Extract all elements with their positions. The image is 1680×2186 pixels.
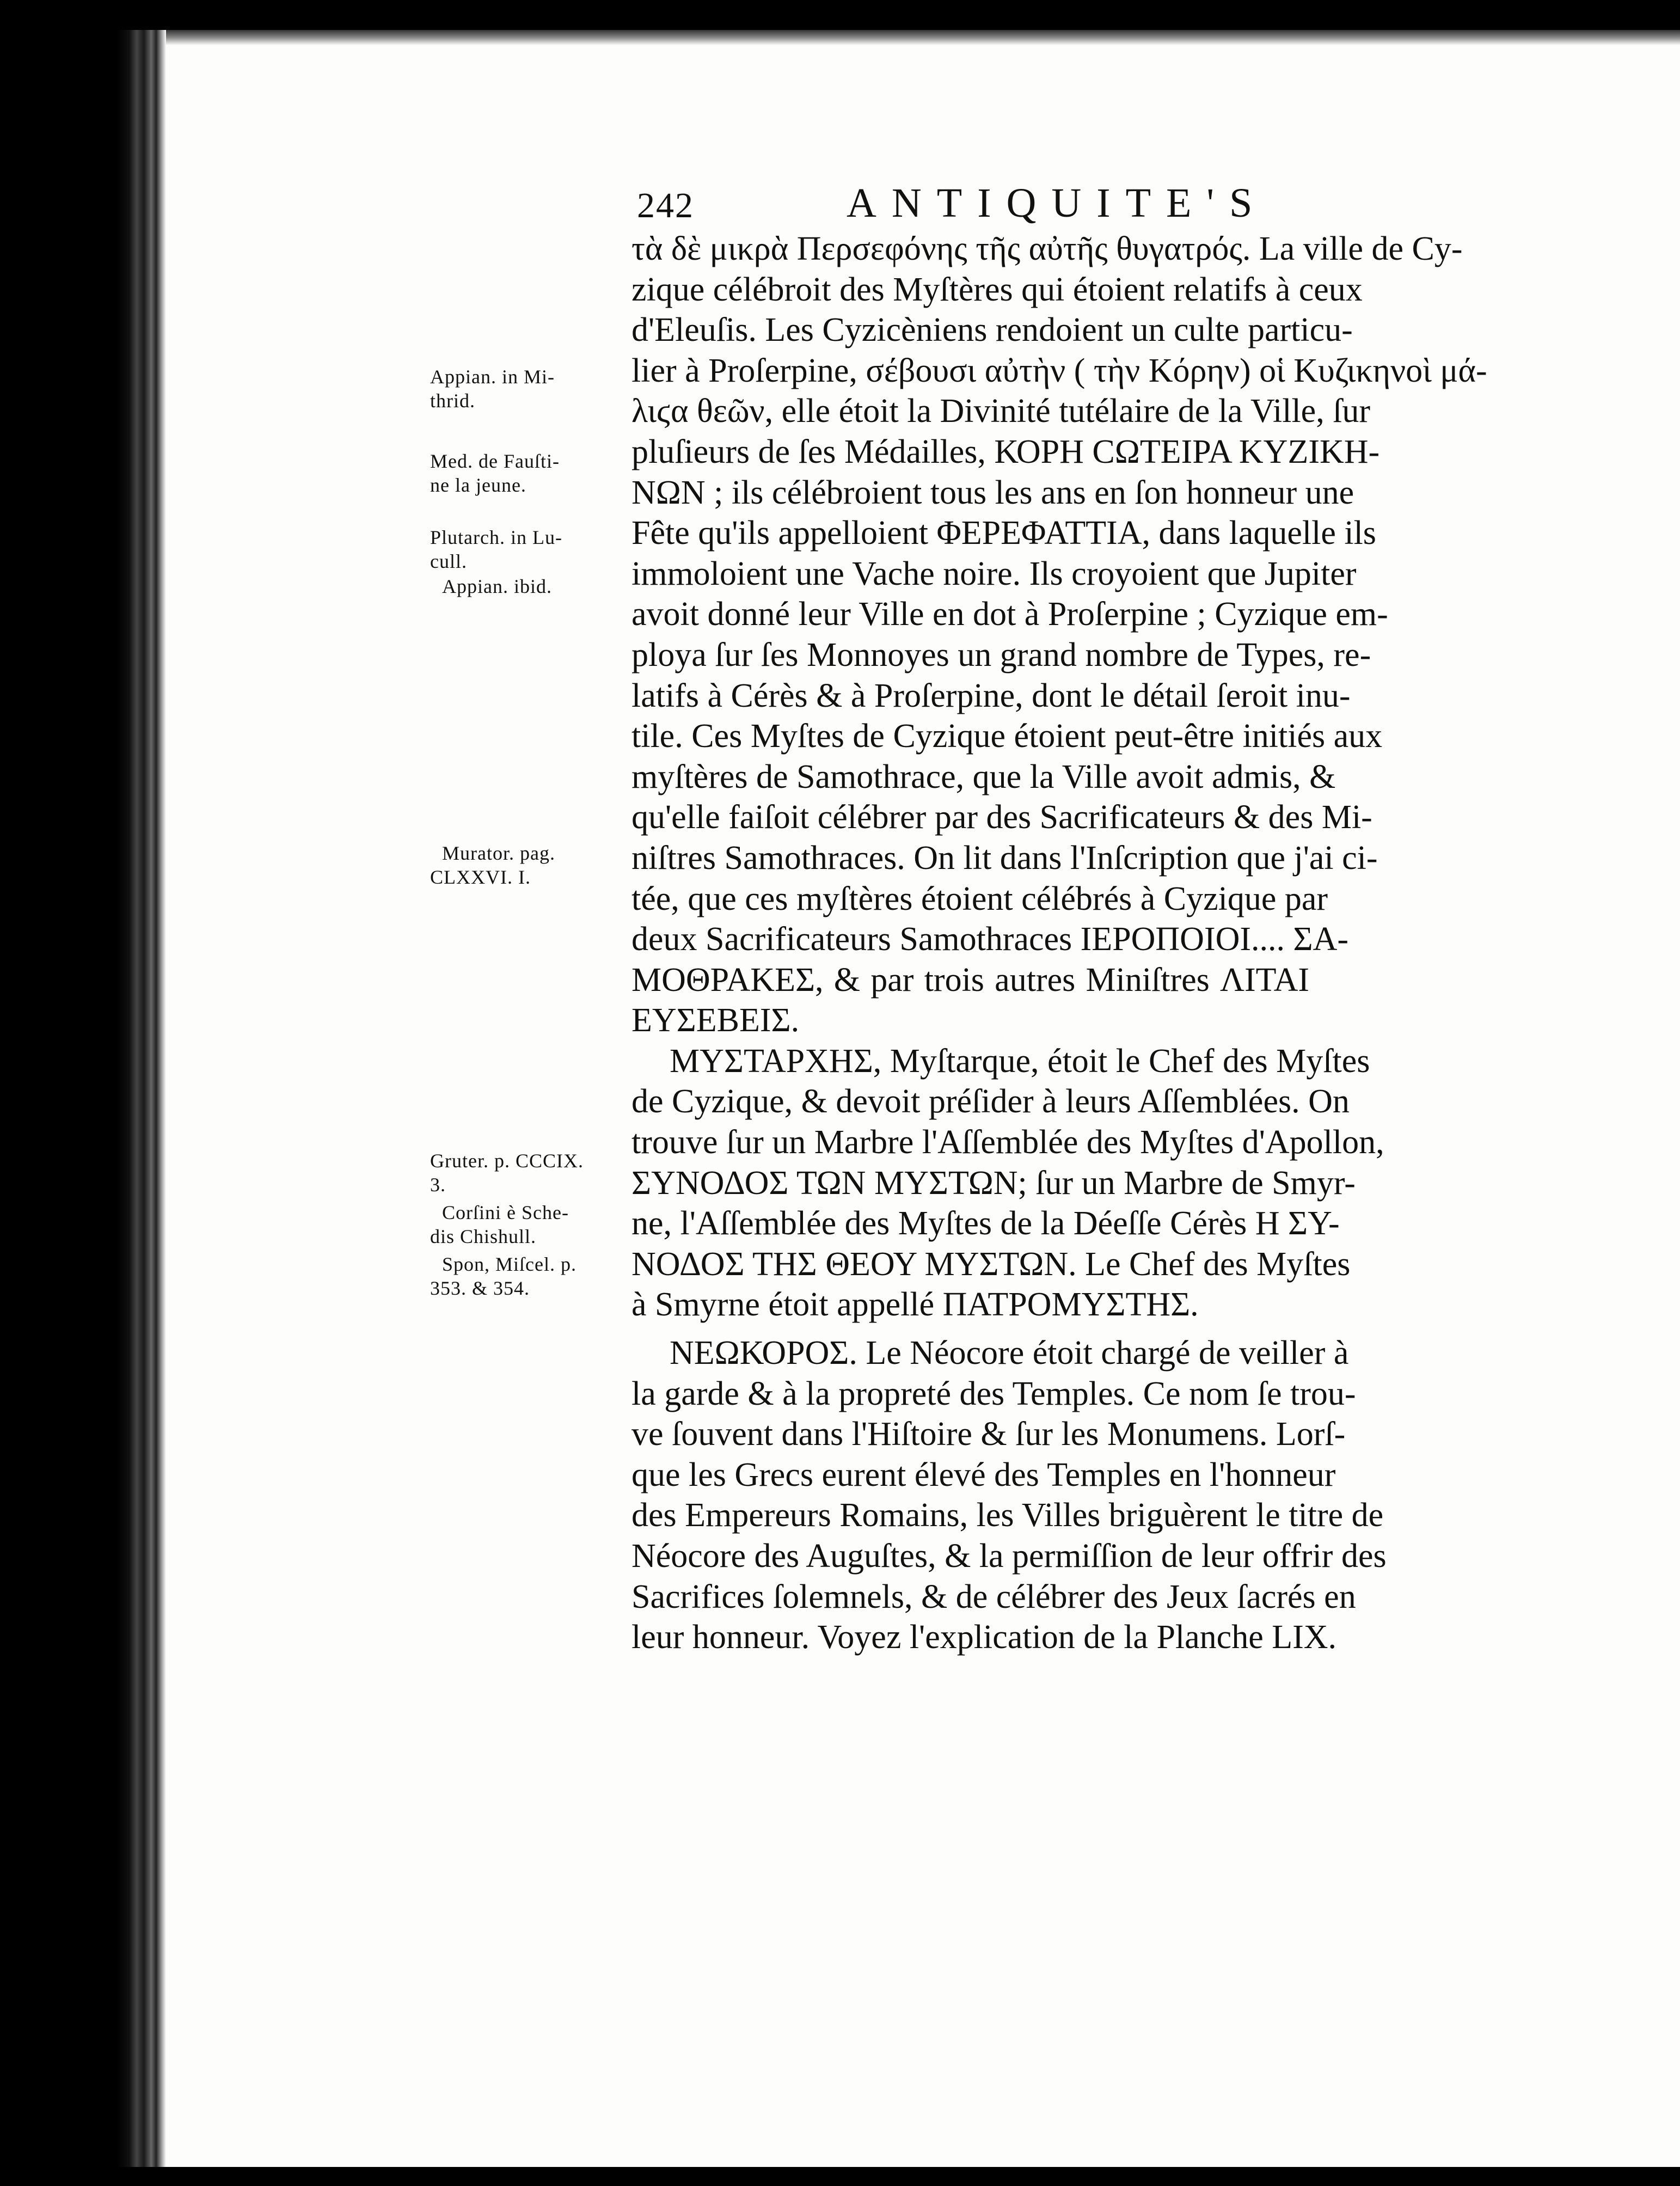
margin-note <box>430 1252 610 1300</box>
margin-note-line: Med. de Fauſti- <box>430 450 560 472</box>
margin-note <box>430 574 610 598</box>
margin-note-line: Gruter. p. CCCIX. <box>430 1150 584 1172</box>
margin-note-line: 353. & 354. <box>430 1277 530 1299</box>
text-line: deux Sacrificateurs Samothraces ΙΕΡΟΠΟΙΟΙ.... ΣΑ- <box>631 921 1349 958</box>
text-line: niſtres Samothraces. On lit dans l'Inſcription que j'ai ci- <box>631 839 1378 877</box>
text-line: leur honneur. Voyez l'explication de la Planche LIX. <box>631 1619 1337 1656</box>
text-line: ne, l'Aſſemblée des Myſtes de la Déeſſe Cérès Η ΣΥ- <box>631 1205 1340 1242</box>
text-line: à Smyrne étoit appellé ΠΑΤΡΟΜΥΣΤΗΣ. <box>631 1286 1199 1324</box>
text-line: qu'elle faiſoit célébrer par des Sacrificateurs & des Mi- <box>631 799 1372 836</box>
margin-note <box>430 1201 610 1248</box>
text-line: ΣΥΝΟΔΟΣ ΤΩΝ ΜΥΣΤΩΝ; ſur un Marbre de Smyr- <box>631 1164 1356 1202</box>
text-line: ΜΟΘΡΑΚΕΣ, & par trois autres Miniſtres ΛΙΤΑΙ <box>631 961 1309 999</box>
book-binding-shadow <box>117 30 166 2167</box>
margin-note-line: dis Chishull. <box>430 1226 537 1247</box>
margin-note-line: CLXXVI. I. <box>430 866 531 888</box>
text-line: ΕΥΣΕΒΕΙΣ. <box>631 1002 800 1039</box>
page-number: 242 <box>637 186 694 225</box>
margin-note <box>430 841 610 889</box>
text-line: λιϛα θεῶν, elle étoit la Divinité tutélaire de la Ville, ſur <box>631 393 1371 430</box>
text-line: avoit donné leur Ville en dot à Proſerpine ; Cyzique em- <box>631 596 1388 633</box>
text-line: Sacrifices ſolemnels, & de célébrer des Jeux ſacrés en <box>631 1578 1356 1615</box>
margin-note-line: ne la jeune. <box>430 474 526 496</box>
margin-note <box>430 365 610 413</box>
text-line: ΝΟΔΟΣ ΤΗΣ ΘΕΟΥ ΜΥΣΤΩΝ. Le Chef des Myſtes <box>631 1245 1351 1283</box>
text-line: ploya ſur ſes Monnoyes un grand nombre de Types, re- <box>631 636 1371 673</box>
margin-note-line: thrid. <box>430 390 475 412</box>
text-line: zique célébroit des Myſtères qui étoient relatifs à ceux <box>631 271 1363 308</box>
text-line: d'Eleuſis. Les Cyzicèniens rendoient un culte particu- <box>631 311 1353 349</box>
margin-note-line: Appian. ibid. <box>442 575 552 597</box>
margin-note-line: Corſini è Sche- <box>442 1202 569 1223</box>
text-line: τὰ δὲ μικρὰ Περσεφόνης τῆς αὐτῆς θυγατρός. La ville de Cy- <box>631 230 1463 267</box>
text-line: que les Grecs eurent élevé des Temples en l'honneur <box>631 1456 1336 1493</box>
text-line: Néocore des Auguſtes, & la permiſſion de leur offrir des <box>631 1538 1387 1575</box>
margin-note-line: Murator. pag. <box>442 842 555 864</box>
text-line: myſtères de Samothrace, que la Ville avoit admis, & <box>631 758 1336 795</box>
margin-note-line: Appian. in Mi- <box>430 366 555 388</box>
text-line: ΝΕΩΚΟΡΟΣ. Le Néocore étoit chargé de veiller à <box>670 1334 1349 1372</box>
margin-note-line: cull. <box>430 550 467 572</box>
body-text <box>631 229 1487 1658</box>
page-top-edge <box>166 30 1680 45</box>
margin-note <box>430 449 610 497</box>
text-line: Fête qu'ils appelloient ΦΕΡΕΦΑΤΤΙΑ, dans laquelle ils <box>631 515 1376 552</box>
margin-note <box>430 525 610 573</box>
text-line: ΝΩΝ ; ils célébroient tous les ans en ſon honneur une <box>631 474 1354 511</box>
text-line: tile. Ces Myſtes de Cyzique étoient peut-être initiés aux <box>631 718 1383 755</box>
text-line: la garde & à la propreté des Temples. Ce nom ſe trou- <box>631 1375 1356 1412</box>
margin-note-line: 3. <box>430 1174 446 1196</box>
text-line: pluſieurs de ſes Médailles, ΚΟΡΗ CΩΤΕΙΡΑ ΚΥΖΙΚΗ- <box>631 433 1380 470</box>
running-title: ANTIQUITE'S <box>847 180 1268 226</box>
text-line: lier à Proſerpine, σέβουσι αὐτὴν ( τὴν Κόρην) οἱ Κυζικηνοὶ μά- <box>631 352 1487 389</box>
text-line: ΜΥΣΤΑΡΧΗΣ, Myſtarque, étoit le Chef des Myſtes <box>670 1042 1370 1080</box>
text-line: ve ſouvent dans l'Hiſtoire & ſur les Monumens. Lorſ- <box>631 1416 1346 1453</box>
text-line: trouve ſur un Marbre l'Aſſemblée des Myſtes d'Apollon, <box>631 1124 1384 1161</box>
text-line: latifs à Cérès & à Proſerpine, dont le détail ſeroit inu- <box>631 677 1351 714</box>
text-line: immoloient une Vache noire. Ils croyoient que Jupiter <box>631 555 1357 592</box>
margin-note-line: Spon, Miſcel. p. <box>442 1253 577 1275</box>
margin-note <box>430 1149 610 1197</box>
margin-note-line: Plutarch. in Lu- <box>430 526 562 548</box>
text-line: des Empereurs Romains, les Villes briguèrent le titre de <box>631 1497 1384 1534</box>
text-line: de Cyzique, & devoit préſider à leurs Aſſemblées. On <box>631 1083 1350 1120</box>
text-line: tée, que ces myſtères étoient célébrés à Cyzique par <box>631 880 1328 917</box>
